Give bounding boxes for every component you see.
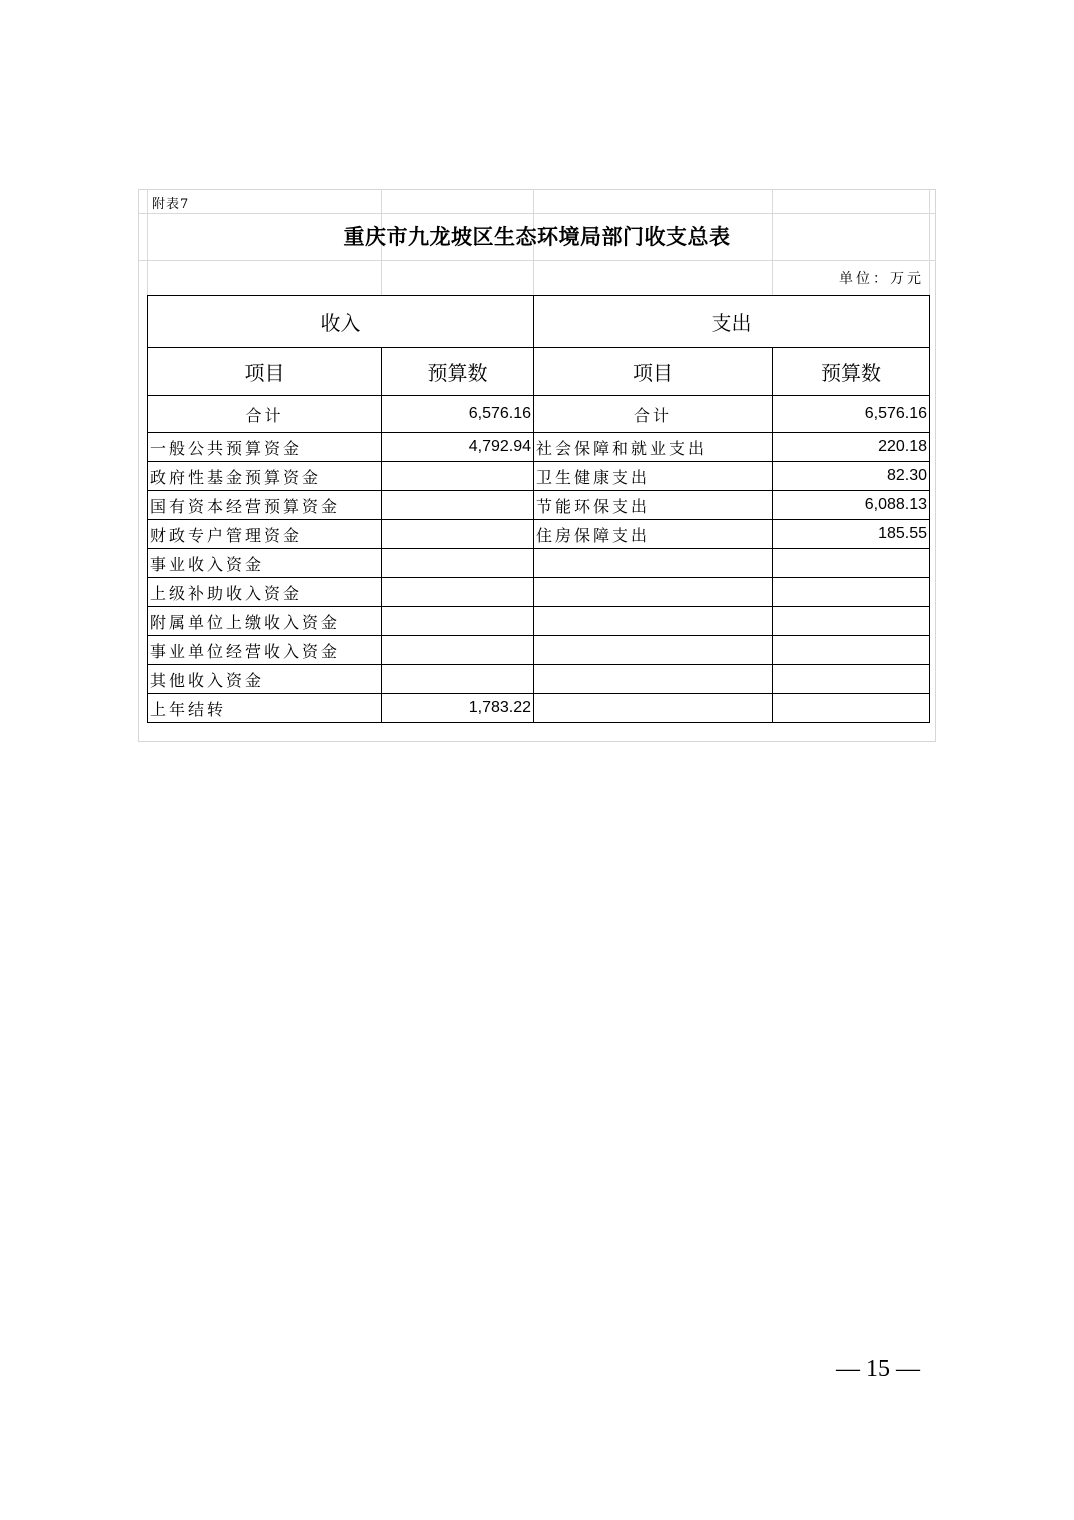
- income-value-cell: 4,792.94: [382, 433, 534, 462]
- expense-value-cell: [773, 636, 930, 665]
- expense-total-value: 6,576.16: [773, 396, 930, 433]
- grid-line: [138, 260, 936, 261]
- expense-total-label: 合计: [534, 396, 773, 433]
- expense-item-cell: [534, 578, 773, 607]
- table-row: [148, 491, 930, 520]
- income-item-cell: 上级补助收入资金: [148, 578, 382, 607]
- income-item-header: 项目: [148, 348, 382, 396]
- expense-value-cell: 185.55: [773, 520, 930, 549]
- income-value-cell: [382, 578, 534, 607]
- unit-label: 单位：万元: [839, 271, 924, 287]
- section-header-row: [148, 296, 930, 348]
- expense-item-cell: 节能环保支出: [534, 491, 773, 520]
- expense-budget-header: 预算数: [773, 348, 930, 396]
- table-row: [148, 578, 930, 607]
- expense-item-cell: 住房保障支出: [534, 520, 773, 549]
- attachment-label: 附表7: [152, 197, 190, 212]
- income-item-cell: 事业单位经营收入资金: [148, 636, 382, 665]
- income-value-cell: [382, 665, 534, 694]
- table-row: [148, 694, 930, 723]
- income-budget-header: 预算数: [382, 348, 534, 396]
- expense-item-header: 项目: [534, 348, 773, 396]
- income-value-cell: [382, 491, 534, 520]
- income-value-cell: [382, 520, 534, 549]
- expense-value-cell: [773, 665, 930, 694]
- expense-item-cell: 社会保障和就业支出: [534, 433, 773, 462]
- table-row: [148, 433, 930, 462]
- expense-item-cell: [534, 549, 773, 578]
- income-expense-table: [147, 295, 930, 723]
- income-item-cell: 其他收入资金: [148, 665, 382, 694]
- income-item-cell: 财政专户管理资金: [148, 520, 382, 549]
- table-row: [148, 636, 930, 665]
- income-header: 收入: [148, 296, 534, 348]
- expense-value-cell: 220.18: [773, 433, 930, 462]
- income-item-cell: 上年结转: [148, 694, 382, 723]
- expense-value-cell: 6,088.13: [773, 491, 930, 520]
- income-item-cell: 一般公共预算资金: [148, 433, 382, 462]
- expense-value-cell: [773, 549, 930, 578]
- table-row: [148, 462, 930, 491]
- income-value-cell: [382, 607, 534, 636]
- expense-value-cell: 82.30: [773, 462, 930, 491]
- income-item-cell: 国有资本经营预算资金: [148, 491, 382, 520]
- income-item-cell: 事业收入资金: [148, 549, 382, 578]
- grid-line: [138, 213, 936, 214]
- table-row: [148, 665, 930, 694]
- total-row: [148, 396, 930, 433]
- expense-item-cell: [534, 665, 773, 694]
- income-total-label: 合计: [148, 396, 382, 433]
- table-row: [148, 549, 930, 578]
- income-value-cell: 1,783.22: [382, 694, 534, 723]
- expense-value-cell: [773, 694, 930, 723]
- expense-value-cell: [773, 607, 930, 636]
- income-item-cell: 附属单位上缴收入资金: [148, 607, 382, 636]
- budget-sheet: [138, 189, 936, 742]
- column-header-row: [148, 348, 930, 396]
- page-number: — 15 —: [836, 1356, 920, 1382]
- expense-item-cell: [534, 694, 773, 723]
- income-item-cell: 政府性基金预算资金: [148, 462, 382, 491]
- income-value-cell: [382, 636, 534, 665]
- expense-item-cell: 卫生健康支出: [534, 462, 773, 491]
- expense-item-cell: [534, 636, 773, 665]
- income-total-value: 6,576.16: [382, 396, 534, 433]
- table-row: [148, 520, 930, 549]
- table-row: [148, 607, 930, 636]
- table-title: 重庆市九龙坡区生态环境局部门收支总表: [343, 224, 731, 249]
- income-value-cell: [382, 549, 534, 578]
- expense-item-cell: [534, 607, 773, 636]
- expense-value-cell: [773, 578, 930, 607]
- income-value-cell: [382, 462, 534, 491]
- expense-header: 支出: [534, 296, 930, 348]
